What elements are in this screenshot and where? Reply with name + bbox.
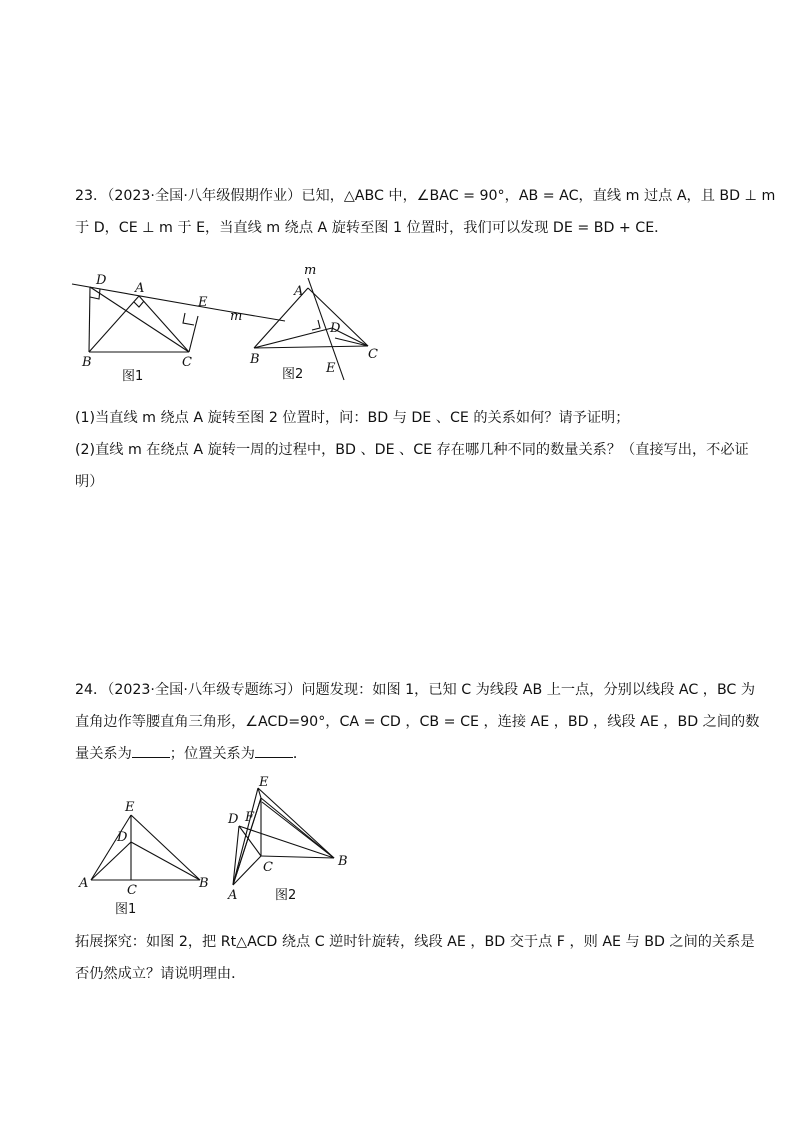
q24-figure-2 [225, 775, 365, 915]
q24-line-3 [75, 744, 307, 764]
q24-fig2-label-C: C [263, 860, 273, 875]
q24-fig1-label-C: C [127, 883, 137, 898]
q23-fig2-label-A: A [294, 284, 304, 299]
q24-figure-1 [75, 795, 215, 925]
q23-figure-1 [70, 268, 270, 388]
q24-fig1-label-A: A [79, 876, 89, 891]
q23-fig2-label-B: B [250, 352, 260, 367]
q23-sub-1: (1)当直线 m 绕点 A 旋转至图 2 位置时，问：BD 与 DE 、CE 的关系如何？请予证明； [75, 410, 630, 426]
q23-fig1-caption: 图1 [122, 369, 144, 384]
q24-line-3-prefix: 量关系为 [75, 746, 132, 762]
q23-fig1-label-A: A [135, 281, 145, 296]
q24-fig1-label-E: E [125, 800, 135, 815]
q23-figure-2 [250, 260, 390, 380]
q23-sub-2a: (2)直线 m 在绕点 A 旋转一周的过程中，BD 、DE 、CE 存在哪几种不同的数量关系？（直接写出，不必证 [75, 442, 749, 458]
q24-fig2-label-B: B [338, 854, 348, 869]
q24-fig2-label-D: D [228, 812, 239, 827]
q24-fig2-label-F: F [245, 810, 255, 825]
q24-fig2-label-E: E [259, 775, 269, 790]
q24-fig1-label-D: D [117, 830, 128, 845]
q23-sub-2b: 明） [75, 474, 104, 490]
q23-fig2-caption: 图2 [282, 367, 304, 382]
q24-ext-2: 否仍然成立？请说明理由． [75, 966, 246, 982]
q24-ext-1: 拓展探究：如图 2，把 Rt△ACD 绕点 C 逆时针旋转，线段 AE ，BD 交于点 F ，则 AE 与 BD 之间的关系是 [75, 934, 755, 950]
answer-blank-position[interactable] [255, 745, 293, 758]
q23-fig2-label-E: E [326, 361, 336, 376]
q23-fig2-label-D: D [330, 321, 341, 336]
q23-line-1: 23．（2023·全国·八年级假期作业）已知，△ABC 中，∠BAC = 90°，AB = AC，直线 m 过点 A，且 BD ⊥ m [75, 188, 776, 204]
q24-fig2-caption: 图2 [275, 888, 297, 903]
q23-fig1-label-m: m [230, 309, 243, 324]
q24-line-2: 直角边作等腰直角三角形，∠ACD=90°，CA = CD ，CB = CE ，连接 AE ，BD ，线段 AE ，BD 之间的数 [75, 714, 760, 730]
q24-fig1-caption: 图1 [115, 902, 137, 917]
q23-fig1-label-B: B [82, 355, 92, 370]
q24-fig1-label-B: B [199, 876, 209, 891]
answer-blank-quantity[interactable] [132, 745, 170, 758]
q23-fig1-label-D: D [96, 273, 107, 288]
q24-line-3-suffix: ． [292, 746, 308, 762]
q23-fig2-label-C: C [368, 347, 378, 362]
q23-line-2: 于 D，CE ⊥ m 于 E，当直线 m 绕点 A 旋转至图 1 位置时，我们可以发现 DE = BD + CE． [75, 220, 669, 236]
q23-fig2-label-m: m [304, 263, 317, 278]
q23-fig1-label-C: C [182, 355, 192, 370]
q24-line-3-middle: ；位置关系为 [169, 746, 255, 762]
q24-fig2-label-A: A [228, 888, 238, 903]
q24-line-1: 24．（2023·全国·八年级专题练习）问题发现：如图 1，已知 C 为线段 AB 上一点，分别以线段 AC ，BC 为 [75, 682, 756, 698]
q23-fig1-label-E: E [198, 295, 208, 310]
